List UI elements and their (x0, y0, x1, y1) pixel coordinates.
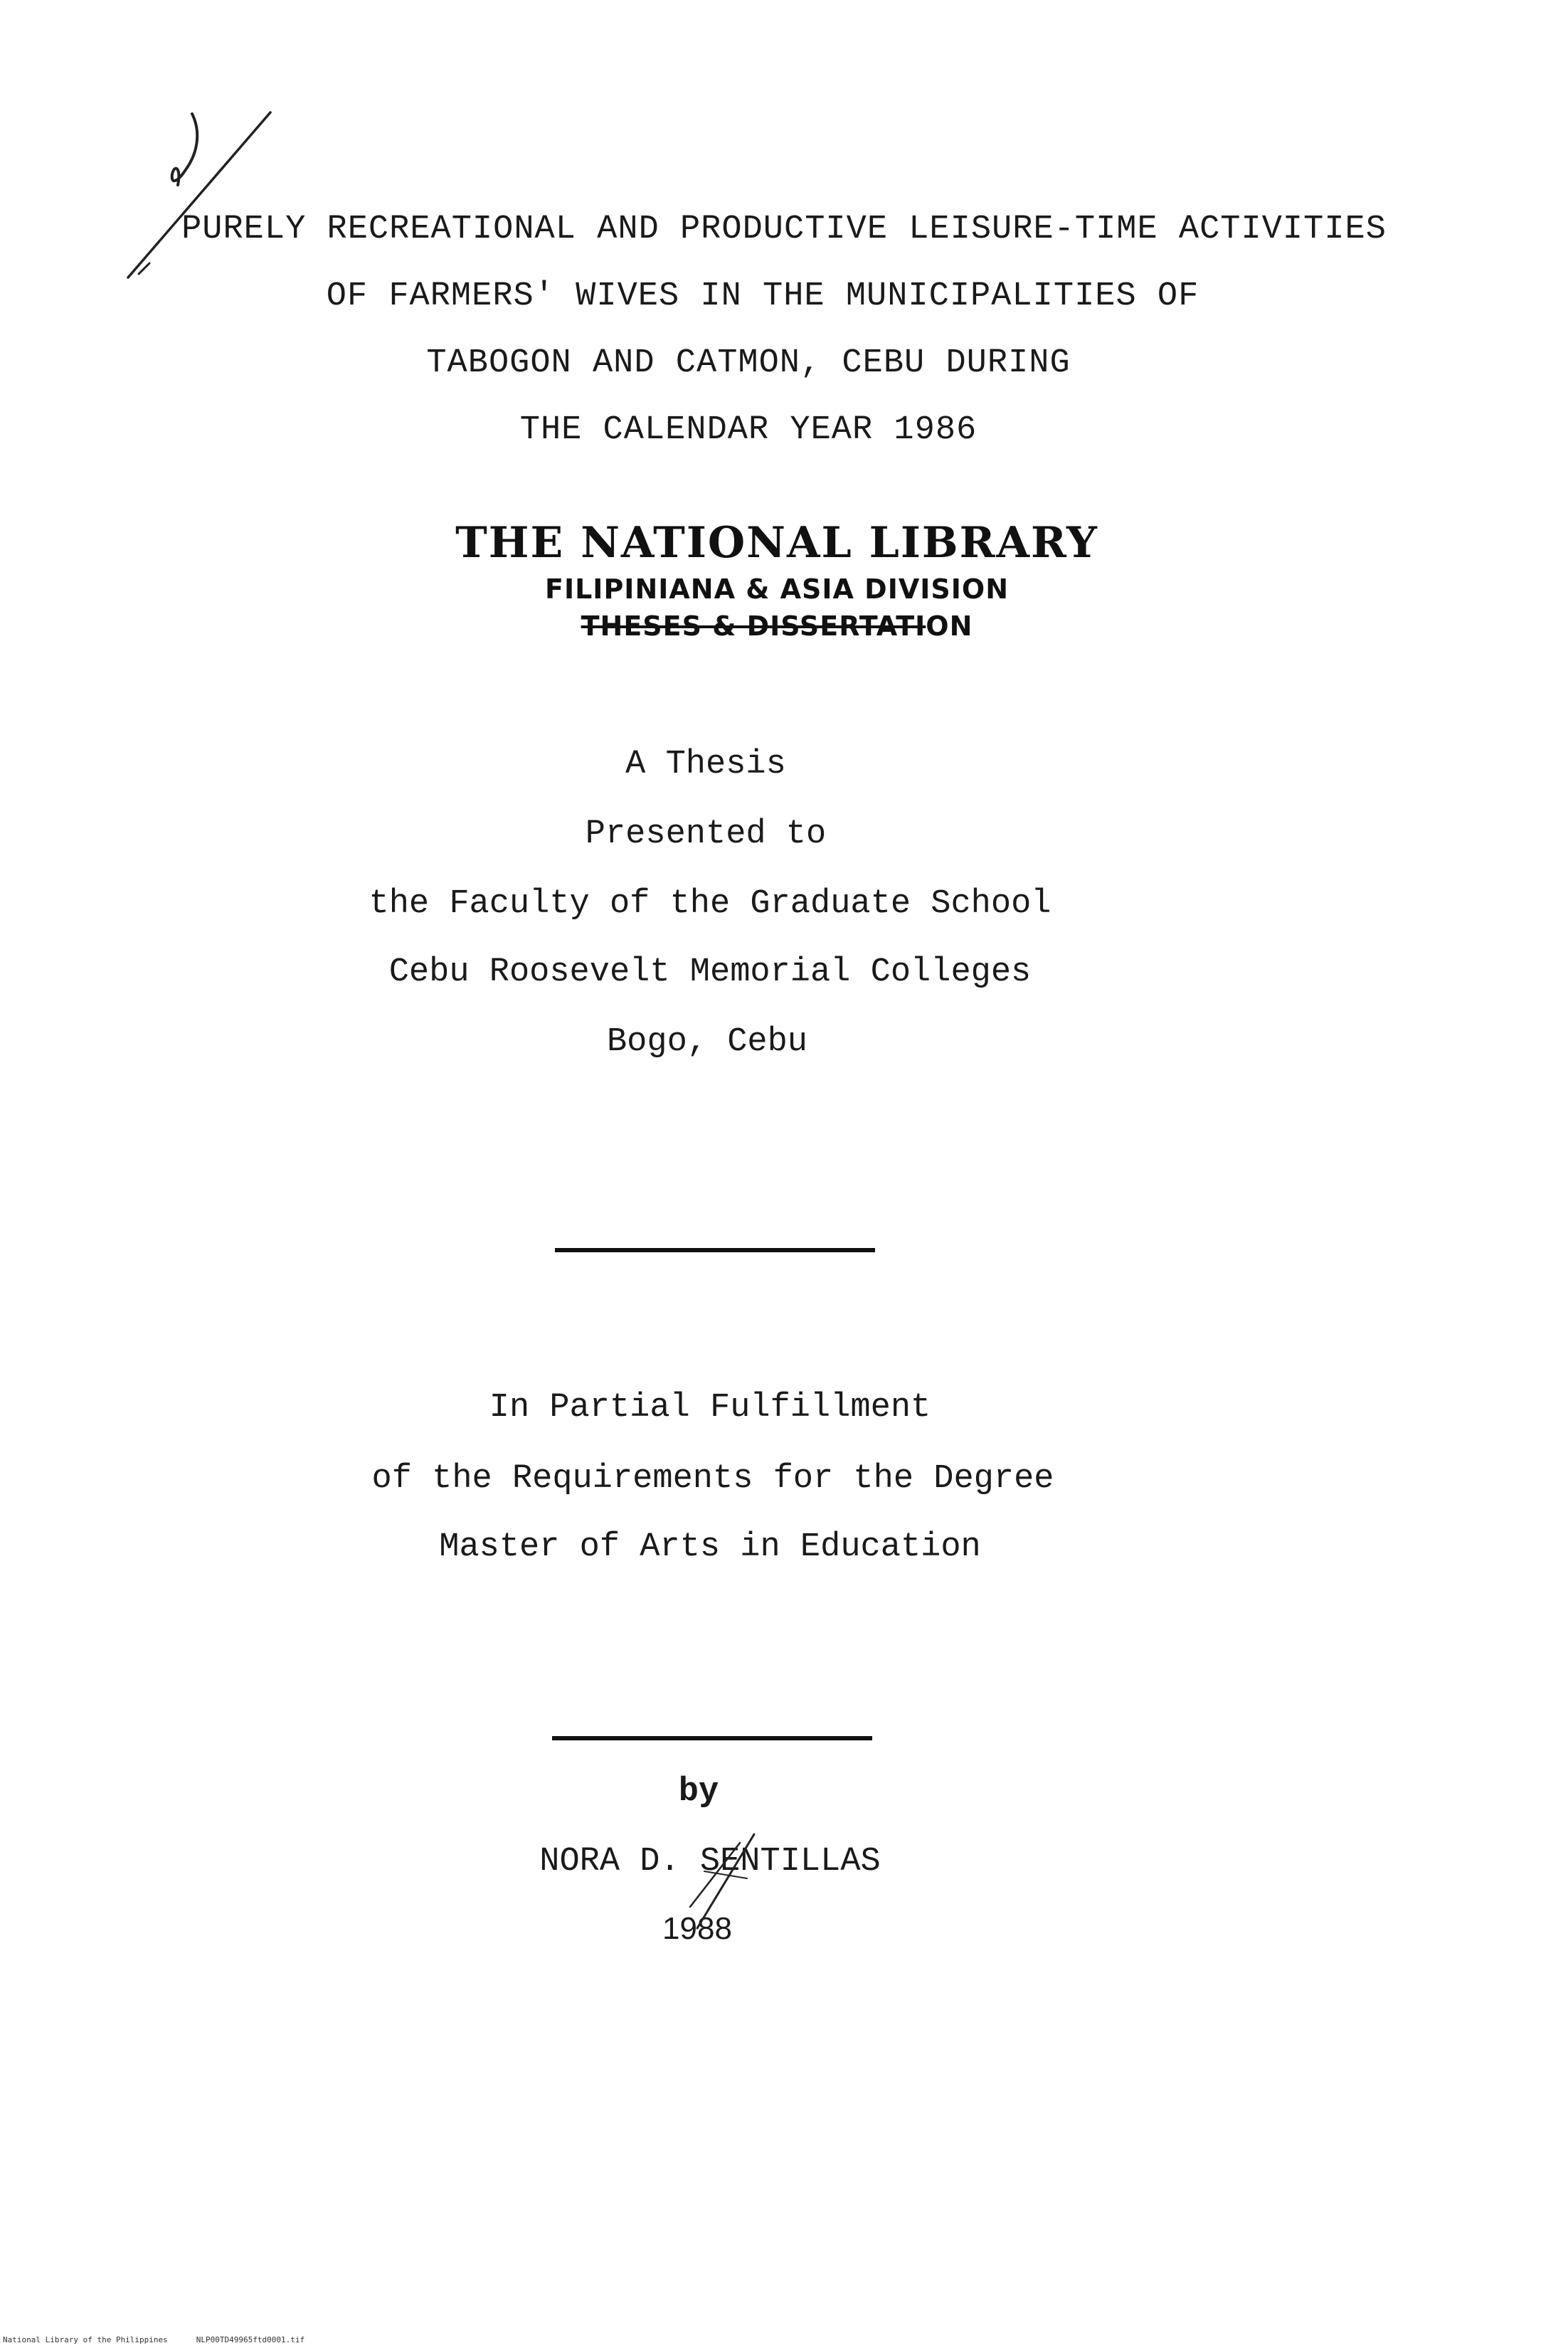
college-line: Cebu Roosevelt Memorial Colleges (388, 953, 1032, 991)
stamp-section-tail: ON (926, 610, 973, 642)
fulfillment-line-1: In Partial Fulfillment (489, 1389, 931, 1427)
title-line-1: PURELY RECREATIONAL AND PRODUCTIVE LEISURE-TIME ACTIVITIES (181, 211, 1387, 248)
divider-rule-1 (555, 1248, 875, 1252)
handwritten-slash-mark-icon (683, 1829, 768, 1935)
title-line-2: OF FARMERS' WIVES IN THE MUNICIPALITIES OF (326, 277, 1199, 315)
footer-filename: NLP00TD49965ftd0001.tif (196, 2335, 305, 2344)
stamp-library-name: THE NATIONAL LIBRARY (455, 518, 1098, 568)
presented-to: Presented to (585, 815, 827, 853)
handwritten-check-mark-icon (121, 107, 292, 285)
faculty-line: the Faculty of the Graduate School (369, 885, 1051, 923)
fulfillment-line-2: of the Requirements for the Degree (371, 1460, 1054, 1498)
title-line-3: TABOGON AND CATMON, CEBU DURING (426, 344, 1071, 382)
thesis-year: 1988 (662, 1911, 732, 1946)
author-name: NORA D. SENTILLAS (539, 1843, 881, 1881)
footer-source: National Library of the Philippines (3, 2335, 168, 2344)
by-label: by (678, 1773, 719, 1811)
divider-rule-2 (552, 1736, 872, 1740)
thesis-label: A Thesis (625, 746, 786, 783)
stamp-section (0, 610, 1561, 642)
stamp-division: FILIPINIANA & ASIA DIVISION (545, 573, 1009, 605)
title-line-4: THE CALENDAR YEAR 1986 (519, 411, 978, 449)
stamp-section-struck: THESES & DISSERTATI (581, 610, 926, 642)
fulfillment-line-3: Master of Arts in Education (439, 1528, 981, 1566)
scan-footer (3, 2335, 333, 2344)
location-line: Bogo, Cebu (606, 1023, 808, 1061)
